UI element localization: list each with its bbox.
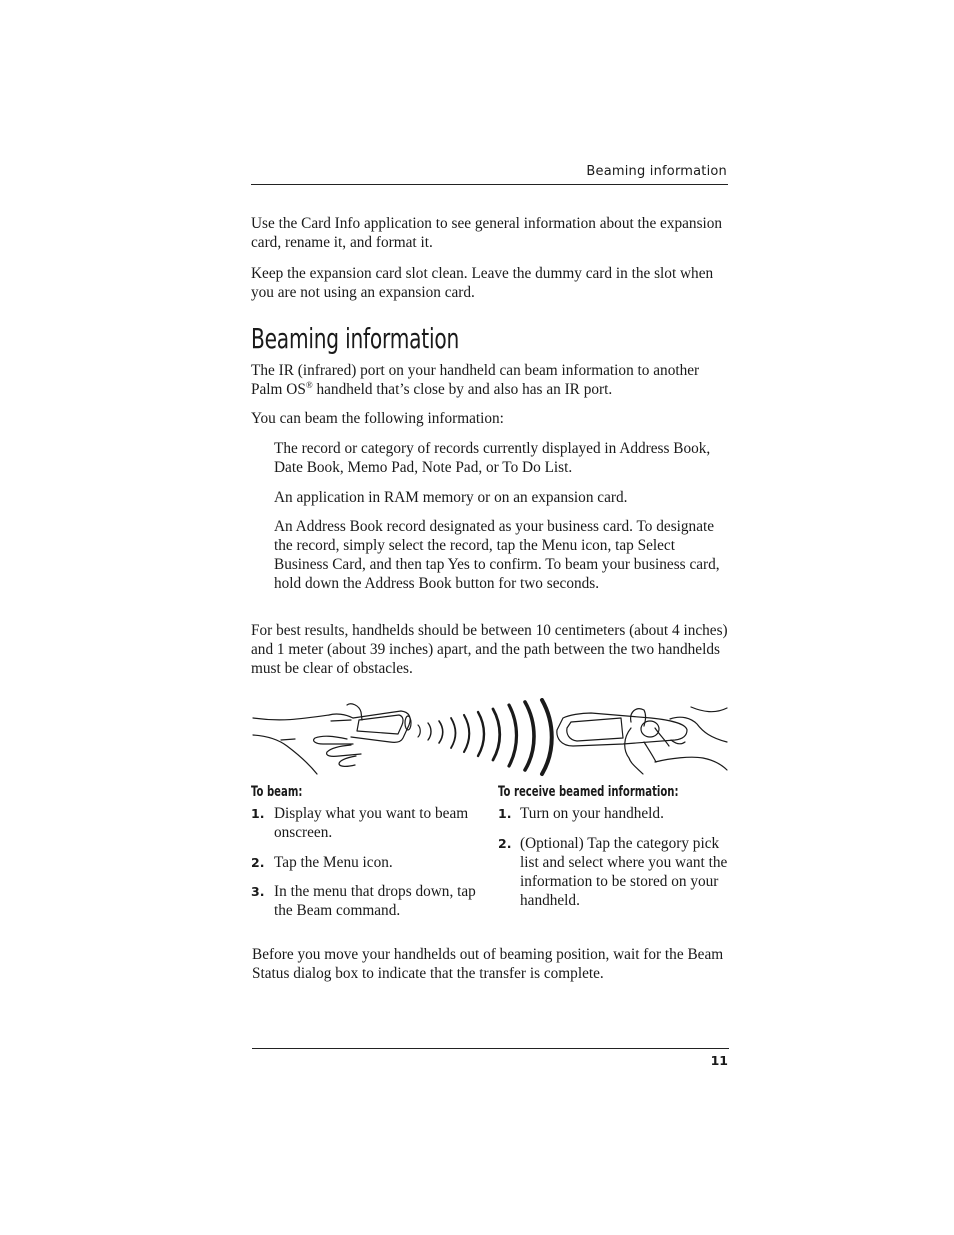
beam-step-2: Tap the Menu icon. <box>274 854 393 871</box>
footer-rule <box>252 1048 729 1049</box>
right-hand-handheld-icon <box>557 707 727 774</box>
step-number: 2. <box>251 855 265 870</box>
to-receive-heading: To receive beamed information: <box>498 784 679 800</box>
receive-step-1: Turn on your handheld. <box>520 805 664 822</box>
list-item: An Address Book record designated as your business card. To designate the record, simply select the record, tap the Menu icon, tap Select Business Card, and then tap Yes to confirm. To beam your business card, hold down the Address Book button for two seconds. <box>274 518 720 592</box>
receive-step-2: (Optional) Tap the category pick list and select where you want the information to be stored on your handheld. <box>520 835 728 909</box>
step-number: 1. <box>251 806 265 821</box>
step-number: 1. <box>498 806 512 821</box>
section-paragraph-1 <box>251 361 731 399</box>
infrared-beam-waves-icon <box>418 700 552 774</box>
paragraph-text: The IR (infrared) port on your handheld can beam information to another Palm OS <box>251 362 700 398</box>
registered-mark: ® <box>305 379 313 390</box>
step-number: 2. <box>498 836 512 851</box>
list-item: The record or category of records currently displayed in Address Book, Date Book, Memo Pad, Note Pad, or To Do List. <box>274 440 711 476</box>
left-hand-handheld-icon <box>253 704 411 774</box>
running-head: Beaming information <box>586 164 727 179</box>
list-item: An application in RAM memory or on an expansion card. <box>274 489 628 506</box>
closing-paragraph: Before you move your handhelds out of beaming position, wait for the Beam Status dialog box to indicate that the transfer is complete. <box>252 946 724 982</box>
step-number: 3. <box>251 884 265 899</box>
page-number: 11 <box>710 1053 728 1068</box>
section-paragraph-2: You can beam the following information: <box>251 410 504 427</box>
intro-paragraph-2: Keep the expansion card slot clean. Leave the dummy card in the slot when you are not using an expansion card. <box>251 265 714 301</box>
beam-step-3: In the menu that drops down, tap the Beam command. <box>274 883 476 919</box>
to-beam-heading: To beam: <box>251 784 303 800</box>
section-title: Beaming information <box>251 322 460 355</box>
intro-paragraph-1: Use the Card Info application to see general information about the expansion card, rename it, and format it. <box>251 215 723 251</box>
header-rule <box>251 184 728 185</box>
beam-step-1: Display what you want to beam onscreen. <box>274 805 469 841</box>
paragraph-text: handheld that’s close by and also has an IR port. <box>312 381 613 398</box>
beaming-handhelds-illustration <box>251 698 728 778</box>
section-paragraph-3: For best results, handhelds should be between 10 centimeters (about 4 inches) and 1 meter (about 39 inches) apart, and the path between the two handhelds must be clear of obstacles. <box>251 622 728 677</box>
